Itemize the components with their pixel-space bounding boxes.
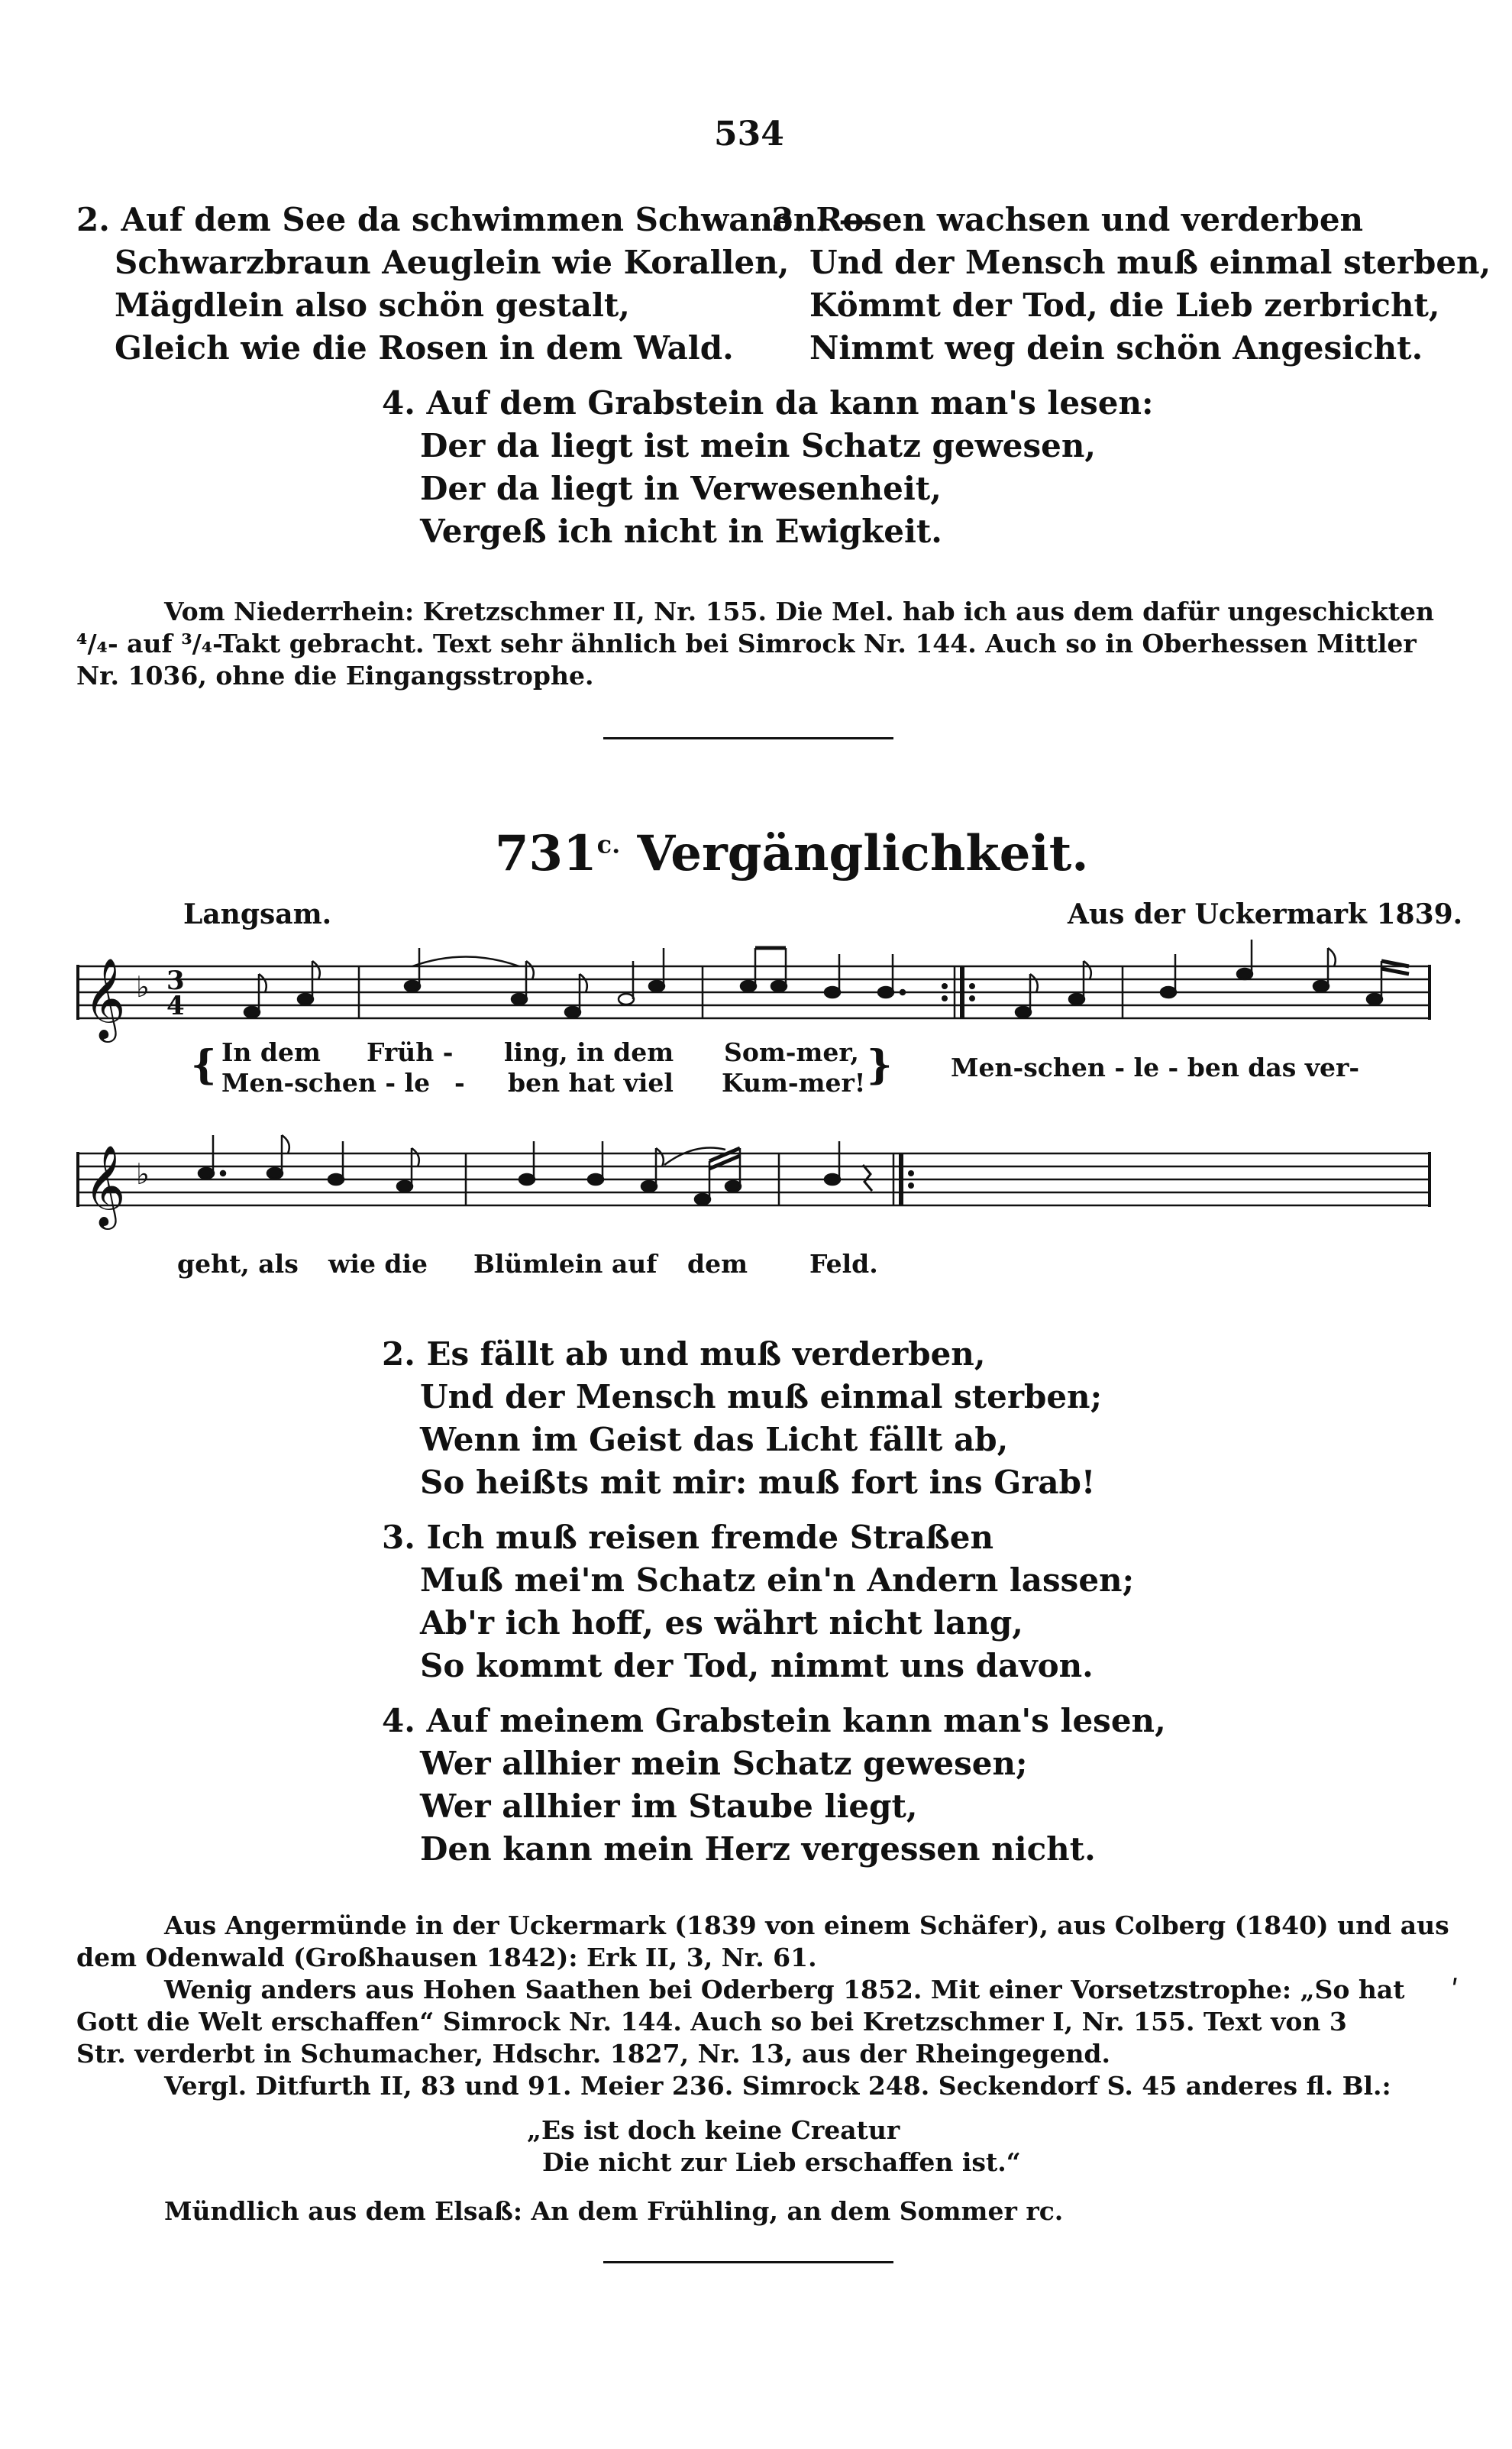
note-line: Vom Niederrhein: Kretzschmer II, Nr. 155. Die Mel. hab ich aus dem dafür ungeschickten xyxy=(164,597,1435,626)
lyric-syllable: - xyxy=(454,1068,465,1098)
verse-line: Der da liegt in Verwesenheit, xyxy=(420,470,942,507)
lyric-syllable: geht, als xyxy=(177,1249,299,1279)
verse-line: 2. Auf dem See da schwimmen Schwanen. — xyxy=(76,201,871,238)
verse-line: 3. Rosen wachsen und verderben xyxy=(771,201,1364,238)
verse-2-top xyxy=(76,199,871,370)
source-notes-bottom xyxy=(76,1910,1449,2227)
song-source: Aus der Uckermark 1839. xyxy=(1068,898,1463,930)
note-line: Str. verderbt in Schumacher, Hdschr. 1827, Nr. 13, aus der Rheingegend. xyxy=(76,2039,1110,2069)
verse-3-top xyxy=(771,199,1491,370)
note-line: Vergl. Ditfurth II, 83 und 91. Meier 236. Simrock 248. Seckendorf S. 45 anderes fl. Bl.: xyxy=(164,2071,1391,2101)
verse-line: Mägdlein also schön gestalt, xyxy=(115,286,630,324)
verse-line: Schwarzbraun Aeuglein wie Korallen, xyxy=(115,244,790,281)
note-line: Wenig anders aus Hohen Saathen bei Oderberg 1852. Mit einer Vorsetzstrophe: „So hat xyxy=(164,1975,1405,2004)
section-divider-bottom xyxy=(603,2261,893,2263)
song-title-text: Vergänglichkeit. xyxy=(637,825,1089,882)
time-signature-bottom: 4 xyxy=(166,991,185,1021)
quote-line: „Es ist doch keine Creatur xyxy=(527,2115,900,2145)
music-staff-2 xyxy=(76,1123,1436,1237)
verse-line: Und der Mensch muß einmal sterben, xyxy=(809,244,1491,281)
lyric-syllable: Men-schen - le xyxy=(221,1068,431,1098)
lyric-syllable: ling, in dem xyxy=(504,1037,674,1067)
verse-line: 2. Es fällt ab und muß verderben, xyxy=(382,1335,986,1373)
verse-line: 4. Auf dem Grabstein da kann man's lesen: xyxy=(382,384,1154,422)
note-line: Mündlich aus dem Elsaß: An dem Frühling, an dem Sommer rc. xyxy=(164,2196,1064,2226)
quote-line: Die nicht zur Lieb erschaffen ist.“ xyxy=(542,2147,1021,2177)
section-divider xyxy=(603,737,893,739)
verse-line: Wer allhier mein Schatz gewesen; xyxy=(420,1745,1028,1782)
lyric-syllable: Kum-mer! xyxy=(722,1068,866,1098)
note-line: dem Odenwald (Großhausen 1842): Erk II, 3, Nr. 61. xyxy=(76,1943,817,1972)
song-number-suffix: c. xyxy=(596,830,621,859)
flat-icon: ♭ xyxy=(136,1157,150,1191)
lyric-syllable: Men-schen - le - ben das ver- xyxy=(951,1053,1360,1082)
verse-line: 4. Auf meinem Grabstein kann man's lesen, xyxy=(382,1702,1166,1739)
tempo-marking: Langsam. xyxy=(183,898,332,930)
song-number: 731 xyxy=(495,825,597,882)
page-number: 534 xyxy=(714,115,784,154)
treble-clef-icon: 𝄞 xyxy=(84,957,126,1039)
lyric-syllable: Som-mer, xyxy=(724,1037,859,1067)
verse-line: Nimmt weg dein schön Angesicht. xyxy=(809,329,1423,367)
lyric-syllable: ben hat viel xyxy=(508,1068,674,1098)
verse-line: Vergeß ich nicht in Ewigkeit. xyxy=(420,513,942,550)
verse-line: Kömmt der Tod, die Lieb zerbricht, xyxy=(809,286,1440,324)
verse-3-bottom xyxy=(382,1516,1134,1687)
verse-line: Der da liegt ist mein Schatz gewesen, xyxy=(420,427,1097,464)
verse-4-top xyxy=(382,382,1154,553)
lyric-syllable: Feld. xyxy=(809,1249,878,1279)
verse-line: So heißts mit mir: muß fort ins Grab! xyxy=(420,1464,1096,1501)
note-line: Gott die Welt erschaffen“ Simrock Nr. 144. Auch so bei Kretzschmer I, Nr. 155. Text von 3 xyxy=(76,2007,1347,2037)
verse-line: Wer allhier im Staube liegt, xyxy=(420,1787,918,1825)
time-signature-top: 3 xyxy=(166,966,185,996)
verse-4-bottom xyxy=(382,1700,1166,1871)
verse-line: Gleich wie die Rosen in dem Wald. xyxy=(115,329,734,367)
verse-line: 3. Ich muß reisen fremde Straßen xyxy=(382,1519,993,1556)
verse-line: Ab'r ich hoff, es währt nicht lang, xyxy=(420,1604,1023,1642)
verse-line: Wenn im Geist das Licht fällt ab, xyxy=(420,1421,1009,1458)
flat-icon: ♭ xyxy=(136,970,150,1004)
song-title xyxy=(495,825,1089,882)
treble-clef-icon: 𝄞 xyxy=(84,1144,126,1226)
lyric-syllable: Blümlein auf xyxy=(473,1249,657,1279)
verse-line: Und der Mensch muß einmal sterben; xyxy=(420,1378,1103,1415)
source-note-top xyxy=(76,596,1434,692)
verse-line: So kommt der Tod, nimmt uns davon. xyxy=(420,1647,1094,1684)
lyric-syllable: wie die xyxy=(328,1249,428,1279)
verse-line: Den kann mein Herz vergessen nicht. xyxy=(420,1830,1096,1868)
verse-2-bottom xyxy=(382,1333,1102,1504)
note-line: ⁴/₄- auf ³/₄-Takt gebracht. Text sehr ähnlich bei Simrock Nr. 144. Auch so in Oberhessen Mittler xyxy=(76,629,1417,658)
lyric-syllable: In dem xyxy=(221,1037,321,1067)
lyric-syllable: dem xyxy=(687,1249,748,1279)
verse-brace-right: } xyxy=(867,1042,893,1089)
note-line: Aus Angermünde in der Uckermark (1839 von einem Schäfer), aus Colberg (1840) und aus xyxy=(164,1910,1449,1940)
verse-brace-left: { xyxy=(191,1042,217,1089)
stray-mark: ʹ xyxy=(1451,1975,1459,2008)
verse-line: Muß mei'm Schatz ein'n Andern lassen; xyxy=(420,1561,1135,1599)
lyric-syllable: Früh - xyxy=(367,1037,454,1067)
note-line: Nr. 1036, ohne die Eingangsstrophe. xyxy=(76,661,594,691)
